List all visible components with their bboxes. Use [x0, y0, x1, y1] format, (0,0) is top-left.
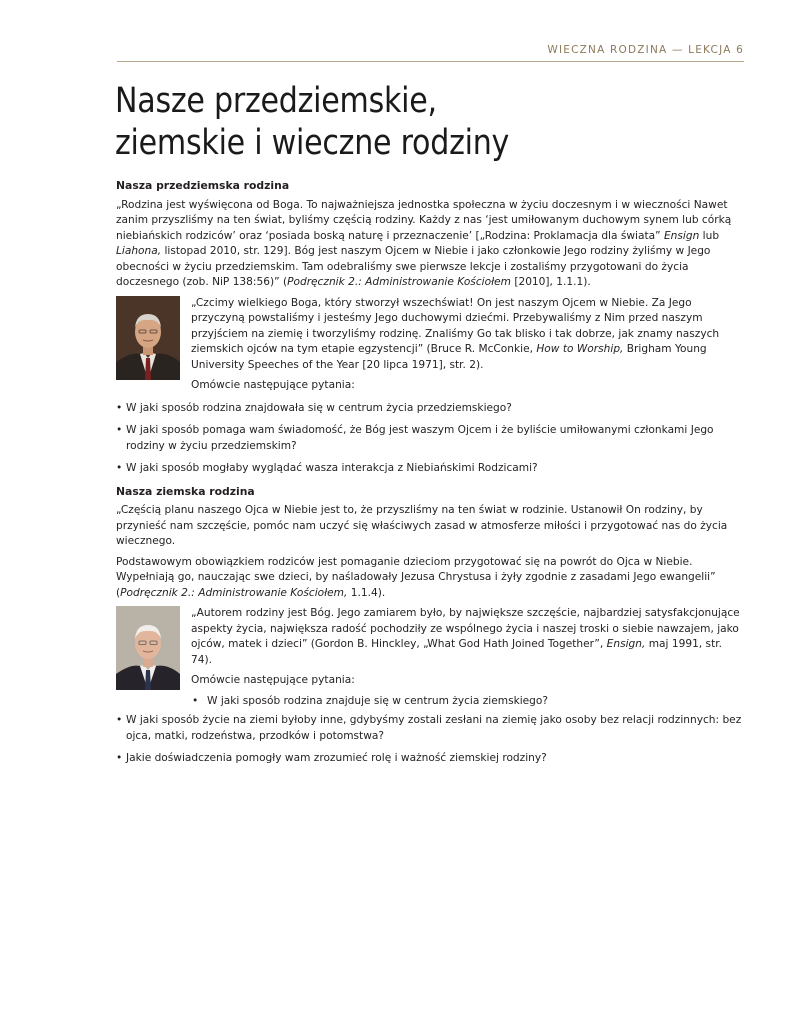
- text-run: Brigham Young University Speeches of the Year [20 lipca 1971], str. 2).: [191, 343, 707, 371]
- mortal-paragraph-1: „Częścią planu naszego Ojca w Niebie jest to, że przyszliśmy na ten świat w rodzinie. Ustanowił On rodziny, by przynieść nam szczęście, pomóc nam uczyć się właściwych zasad w atmosferze miłości i przygotować nas do życia wiecznego.: [116, 504, 728, 547]
- premortal-questions: [116, 401, 742, 477]
- list-item: • Jakie doświadczenia pomogły wam zrozumieć rolę i ważność ziemskiej rodziny?: [116, 751, 742, 767]
- text-run: [2010], 1.1.1).: [510, 276, 591, 288]
- hinckley-quote: [191, 606, 742, 709]
- text-run: 1.1.4).: [347, 586, 386, 599]
- text-run: „Czcimy wielkiego Boga, który stworzył wszechświat! On jest naszym Ojcem w Niebie. Za Jego przyczyną powstaliśmy i jesteśmy Jego duchowymi dziećmi. Przebywaliśmy z Nim przed naszym przyjściem na ziemię i tworzyliśmy rodzinę. Znaliśmy Go tak blisko i tak dobrze, jak znamy naszych ziemskich ojców na tym etapie egzystencji” (Bruce R. McConkie,: [191, 296, 720, 355]
- section-heading-premortal: Nasza przedziemska rodzina: [116, 179, 290, 192]
- text-run: lub: [699, 229, 720, 242]
- quote-paragraph: [191, 606, 742, 668]
- mortal-questions: [116, 713, 742, 767]
- quote-paragraph: [191, 296, 742, 374]
- title-line-2: ziemskie i wieczne rodziny: [115, 123, 510, 163]
- list-item: • W jaki sposób pomaga wam świadomość, że Bóg jest waszym Ojcem i że byliście umiłowanymi członkami Jego rodziny w życiu przedziemskim?: [116, 423, 742, 454]
- discuss-prompt: Omówcie następujące pytania:: [191, 379, 355, 391]
- mcconkie-quote: [191, 296, 742, 399]
- page-title: [115, 80, 648, 164]
- text-run: „Rodzina jest wyświęcona od Boga. To najważniejsza jednostka społeczna w życiu doczesnym i w wieczności Nawet zanim przyszliśmy na ten świat, byliśmy częścią rodziny. Każdy z nas ‘jest umiłowanym duchowym synem lub córką niebiańskich rodziców’ oraz ‘posiada boską naturę i przeznaczenie’ [„Rodzina: Proklamacja dla świata”: [116, 198, 732, 242]
- section-heading-mortal: Nasza ziemska rodzina: [116, 484, 255, 498]
- text-run-italic: Podręcznik 2.: Administrowanie Kościołem: [287, 276, 511, 288]
- portrait-photo-icon: [116, 296, 180, 380]
- text-run: listopad 2010, str. 129]. Bóg jest naszym Ojcem w Niebie i jako członkowie Jego rodziny żyliśmy w Jego obecności w życiu przedziemskim. Tam odebraliśmy swe pierwsze lekcje i zostaliśmy przygotowani do życia doczesnego (zob. NiP 138:56)” (: [116, 245, 711, 288]
- portrait-photo-icon: [116, 606, 180, 690]
- text-run-italic: Liahona,: [116, 245, 162, 257]
- discuss-prompt: Omówcie następujące pytania:: [191, 674, 355, 686]
- text-run-italic: Ensign: [663, 229, 700, 242]
- mcconkie-quote-block: [116, 296, 742, 399]
- lesson-content: [116, 178, 742, 774]
- text-run: maj 1991, str. 74).: [191, 638, 722, 666]
- mortal-paragraph-2: [116, 555, 742, 602]
- premortal-paragraph: [116, 198, 742, 291]
- text-run: „Autorem rodziny jest Bóg. Jego zamiarem było, by największe szczęście, najbardziej satysfakcjonujące aspekty życia, największa radość pochodziły ze wspólnego życia i naszej troski o siebie nawzajem, jako ojców, matek i dzieci” (Gordon B. Hinckley, „What God Hath Joined Together”,: [191, 607, 740, 650]
- text-run-italic: How to Worship,: [536, 343, 624, 355]
- text-run: Podstawowym obowiązkiem rodziców jest pomaganie dzieciom przygotować się na powrót do Ojca w Niebie. Wypełniają go, nauczając swe dzieci, by naśladowały Jezusa Chrystusa i żyły zgodnie z zasadami Jego ewangelii” (: [116, 555, 716, 599]
- list-item: • W jaki sposób rodzina znajduje się w centrum życia ziemskiego?: [191, 694, 742, 710]
- text-run-italic: Podręcznik 2.: Administrowanie Kościołem,: [120, 586, 348, 599]
- mortal-first-question: [191, 694, 742, 710]
- running-header: WIECZNA RODZINA — LEKCJA 6: [547, 44, 744, 56]
- title-line-1: Nasze przedziemskie,: [115, 81, 437, 121]
- text-run-italic: Ensign,: [606, 638, 646, 650]
- list-item: • W jaki sposób życie na ziemi byłoby inne, gdybyśmy zostali zesłani na ziemię jako osoby bez relacji rodzinnych: bez ojca, matki, rodzeństwa, przodków i potomstwa?: [116, 713, 742, 744]
- list-item: • W jaki sposób mogłaby wyglądać wasza interakcja z Niebiańskimi Rodzicami?: [116, 461, 742, 477]
- list-item: • W jaki sposób rodzina znajdowała się w centrum życia przedziemskiego?: [116, 401, 742, 417]
- hinckley-quote-block: [116, 606, 742, 709]
- header-rule: [117, 61, 744, 62]
